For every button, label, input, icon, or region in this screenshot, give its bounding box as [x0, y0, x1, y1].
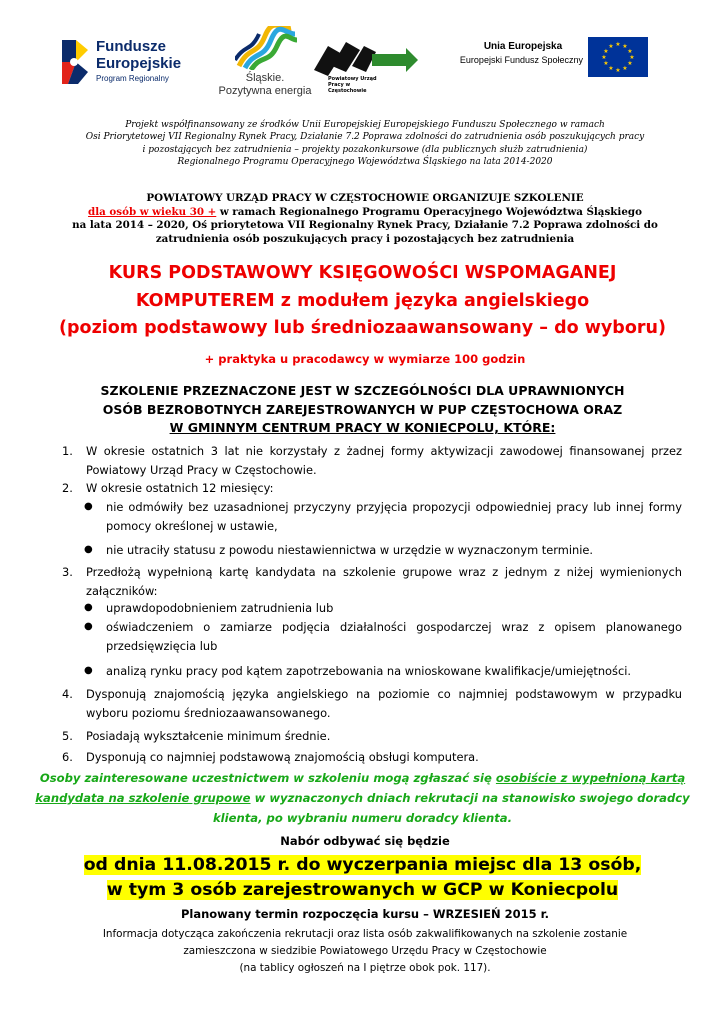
bullet-icon: ●: [84, 621, 93, 632]
pup-cards-icon: [310, 40, 420, 76]
svg-text:★: ★: [603, 60, 609, 67]
slaskie-waves-icon: [235, 26, 297, 70]
bullet-text: nie odmówiły bez uzasadnionej przyczyny przyjęcia propozycji odpowiedniej pracy lub innej formy pomocy określonej w ustawie,: [106, 500, 682, 533]
intro-line: Projekt współfinansowany ze środków Unii Europejskiej Europejskiego Funduszu Społecznego w ramach: [125, 120, 605, 130]
bullet-icon: ●: [84, 501, 93, 512]
application-instructions: [20, 768, 705, 828]
szkol-line3: W GMINNYM CENTRUM PRACY W KONIECPOLU, KTÓRE:: [169, 420, 556, 435]
green-part-b: osobiście z wypełnioną kartą kandydata na szkolenie grupowe: [35, 771, 686, 805]
info-line: (na tablicy ogłoszeń na I piętrze obok pok. 117).: [239, 962, 491, 974]
info-footer: [50, 926, 680, 977]
age-requirement: dla osób w wieku 30 +: [88, 205, 217, 218]
bullet-text: nie utraciły statusu z powodu niestawiennictwa w urzędzie w wyznaczonym terminie.: [106, 543, 594, 557]
item-number: 3.: [62, 565, 73, 579]
eu-flag-icon: [588, 37, 648, 77]
svg-text:★: ★: [627, 48, 633, 55]
pup-text: Powiatowy Urząd Pracy w Częstochowie: [328, 76, 377, 94]
date-line2: w tym 3 osób zarejestrowanych w GCP w Koniecpolu: [106, 880, 619, 900]
slaskie-line2: Pozytywna energia: [218, 85, 312, 97]
intro-line: Regionalnego Programu Operacyjnego Województwa Śląskiego na lata 2014-2020: [177, 157, 553, 168]
slaskie-line1: Śląskie.: [245, 72, 285, 84]
ue-line1: Unia Europejska: [483, 41, 563, 52]
bullet-text: oświadczeniem o zamiarze podjęcia działalności gospodarczej wraz z opisem planowanego przedsięwzięcia lub: [106, 620, 682, 653]
planned-start: Planowany termin rozpoczęcia kursu – WRZESIEŃ 2015 r.: [180, 907, 550, 921]
internship-note: + praktyka u pracodawcy w wymiarze 100 godzin: [204, 352, 526, 366]
announcement-header: [60, 192, 670, 246]
svg-text:★: ★: [622, 43, 628, 50]
bullet-icon: ●: [84, 602, 93, 613]
header-line2-rest: w ramach Regionalnego Programu Operacyjnego Województwa Śląskiego: [216, 205, 642, 218]
svg-text:★: ★: [608, 43, 614, 50]
svg-text:★: ★: [603, 48, 609, 55]
item-text: Przedłożą wypełnioną kartę kandydata na szkolenie grupowe wraz z jednym z niżej wymienionych załączników:: [86, 565, 682, 598]
item-text: W okresie ostatnich 12 miesięcy:: [86, 481, 274, 495]
item-number: 2.: [62, 481, 73, 495]
svg-text:★: ★: [601, 54, 607, 61]
logo-bar: [60, 22, 680, 107]
title-line2: KOMPUTEREM z modułem języka angielskiego: [135, 290, 590, 311]
svg-text:★: ★: [615, 67, 621, 74]
item-text: Dysponują co najmniej podstawową znajomością obsługi komputera.: [86, 750, 479, 764]
item-text: Dysponują znajomością języka angielskiego na poziomie co najmniej podstawowym w przypadku wyboru poziomu średniozaawansowanego.: [86, 687, 682, 720]
info-line: zamieszczona w siedzibie Powiatowego Urzędu Pracy w Częstochowie: [183, 945, 547, 957]
item-text: W okresie ostatnich 3 lat nie korzystały z żadnej formy aktywizacji zawodowej finansowanej przez Powiatowy Urząd Pracy w Częstochowie.: [86, 444, 682, 477]
recruitment-label: Nabór odbywać się będzie: [280, 834, 450, 848]
header-line4: zatrudnienia osób poszukujących pracy i pozostających bez zatrudnienia: [155, 232, 575, 245]
header-line3: na lata 2014 – 2020, Oś priorytetowa VII Regionalny Rynek Pracy, Działanie 7.2 Poprawa zdolności do: [72, 219, 658, 232]
recruitment-dates: [20, 853, 705, 903]
target-group-heading: [40, 382, 685, 438]
pup-logo: [310, 40, 420, 95]
slaskie-logo: [215, 22, 325, 107]
item-number: 4.: [62, 687, 73, 701]
unia-europejska-logo: [405, 37, 680, 92]
course-title: [20, 260, 705, 343]
bullet-icon: ●: [84, 665, 93, 676]
header-line1: POWIATOWY URZĄD PRACY W CZĘSTOCHOWIE ORGANIZUJE SZKOLENIE: [146, 192, 584, 204]
green-part-c: w wyznaczonych dniach rekrutacji na stanowisko swojego doradcy klienta, po wybraniu numeru doradcy klienta.: [212, 791, 690, 825]
bullet-text: analizą rynku pracy pod kątem zapotrzebowania na wnioskowane kwalifikacje/umiejętności.: [106, 664, 631, 678]
title-line1: KURS PODSTAWOWY KSIĘGOWOŚCI WSPOMAGANEJ: [108, 263, 617, 283]
bullet-icon: ●: [84, 544, 93, 555]
green-part-a: Osoby zainteresowane uczestnictwem w szkoleniu mogą zgłaszać się: [39, 771, 496, 785]
bullet-text: uprawdopodobnieniem zatrudnienia lub: [106, 601, 334, 615]
fe-title2: Europejskie: [96, 55, 182, 72]
svg-text:★: ★: [629, 54, 635, 61]
fe-sub: Program Regionalny: [96, 74, 169, 83]
item-number: 1.: [62, 444, 73, 458]
fe-title1: Fundusze: [96, 38, 166, 55]
date-line1: od dnia 11.08.2015 r. do wyczerpania miejsc dla 13 osób,: [83, 855, 642, 875]
item-number: 6.: [62, 750, 73, 764]
intro-line: i pozostających bez zatrudnienia – projekty pozakonkursowe (dla publicznych służb zatrudnienia): [142, 144, 588, 155]
szkol-line2: OSÓB BEZROBOTNYCH ZAREJESTROWANYCH W PUP CZĘSTOCHOWA ORAZ: [102, 401, 623, 417]
svg-text:★: ★: [615, 41, 621, 48]
svg-text:★: ★: [627, 60, 633, 67]
fundusze-europejskie-logo: [60, 30, 200, 90]
info-line: Informacja dotycząca zakończenia rekrutacji oraz lista osób zakwalifikowanych na szkolenie zostanie: [102, 928, 628, 940]
item-text: Posiadają wykształcenie minimum średnie.: [86, 729, 331, 743]
svg-text:★: ★: [622, 65, 628, 72]
ue-line2: Europejski Fundusz Społeczny: [459, 55, 583, 65]
szkol-line1: SZKOLENIE PRZEZNACZONE JEST W SZCZEGÓLNOŚCI DLA UPRAWNIONYCH: [100, 383, 625, 398]
item-number: 5.: [62, 729, 73, 743]
title-line3: (poziom podstawowy lub średniozaawansowany – do wyboru): [59, 318, 666, 338]
project-intro: [60, 119, 670, 169]
svg-text:★: ★: [608, 65, 614, 72]
fe-star-icon: [62, 40, 88, 84]
intro-line: Osi Priorytetowej VII Regionalny Rynek Pracy, Działanie 7.2 Poprawa zdolności do zatrudnienia osób poszukujących pracy: [85, 132, 645, 143]
